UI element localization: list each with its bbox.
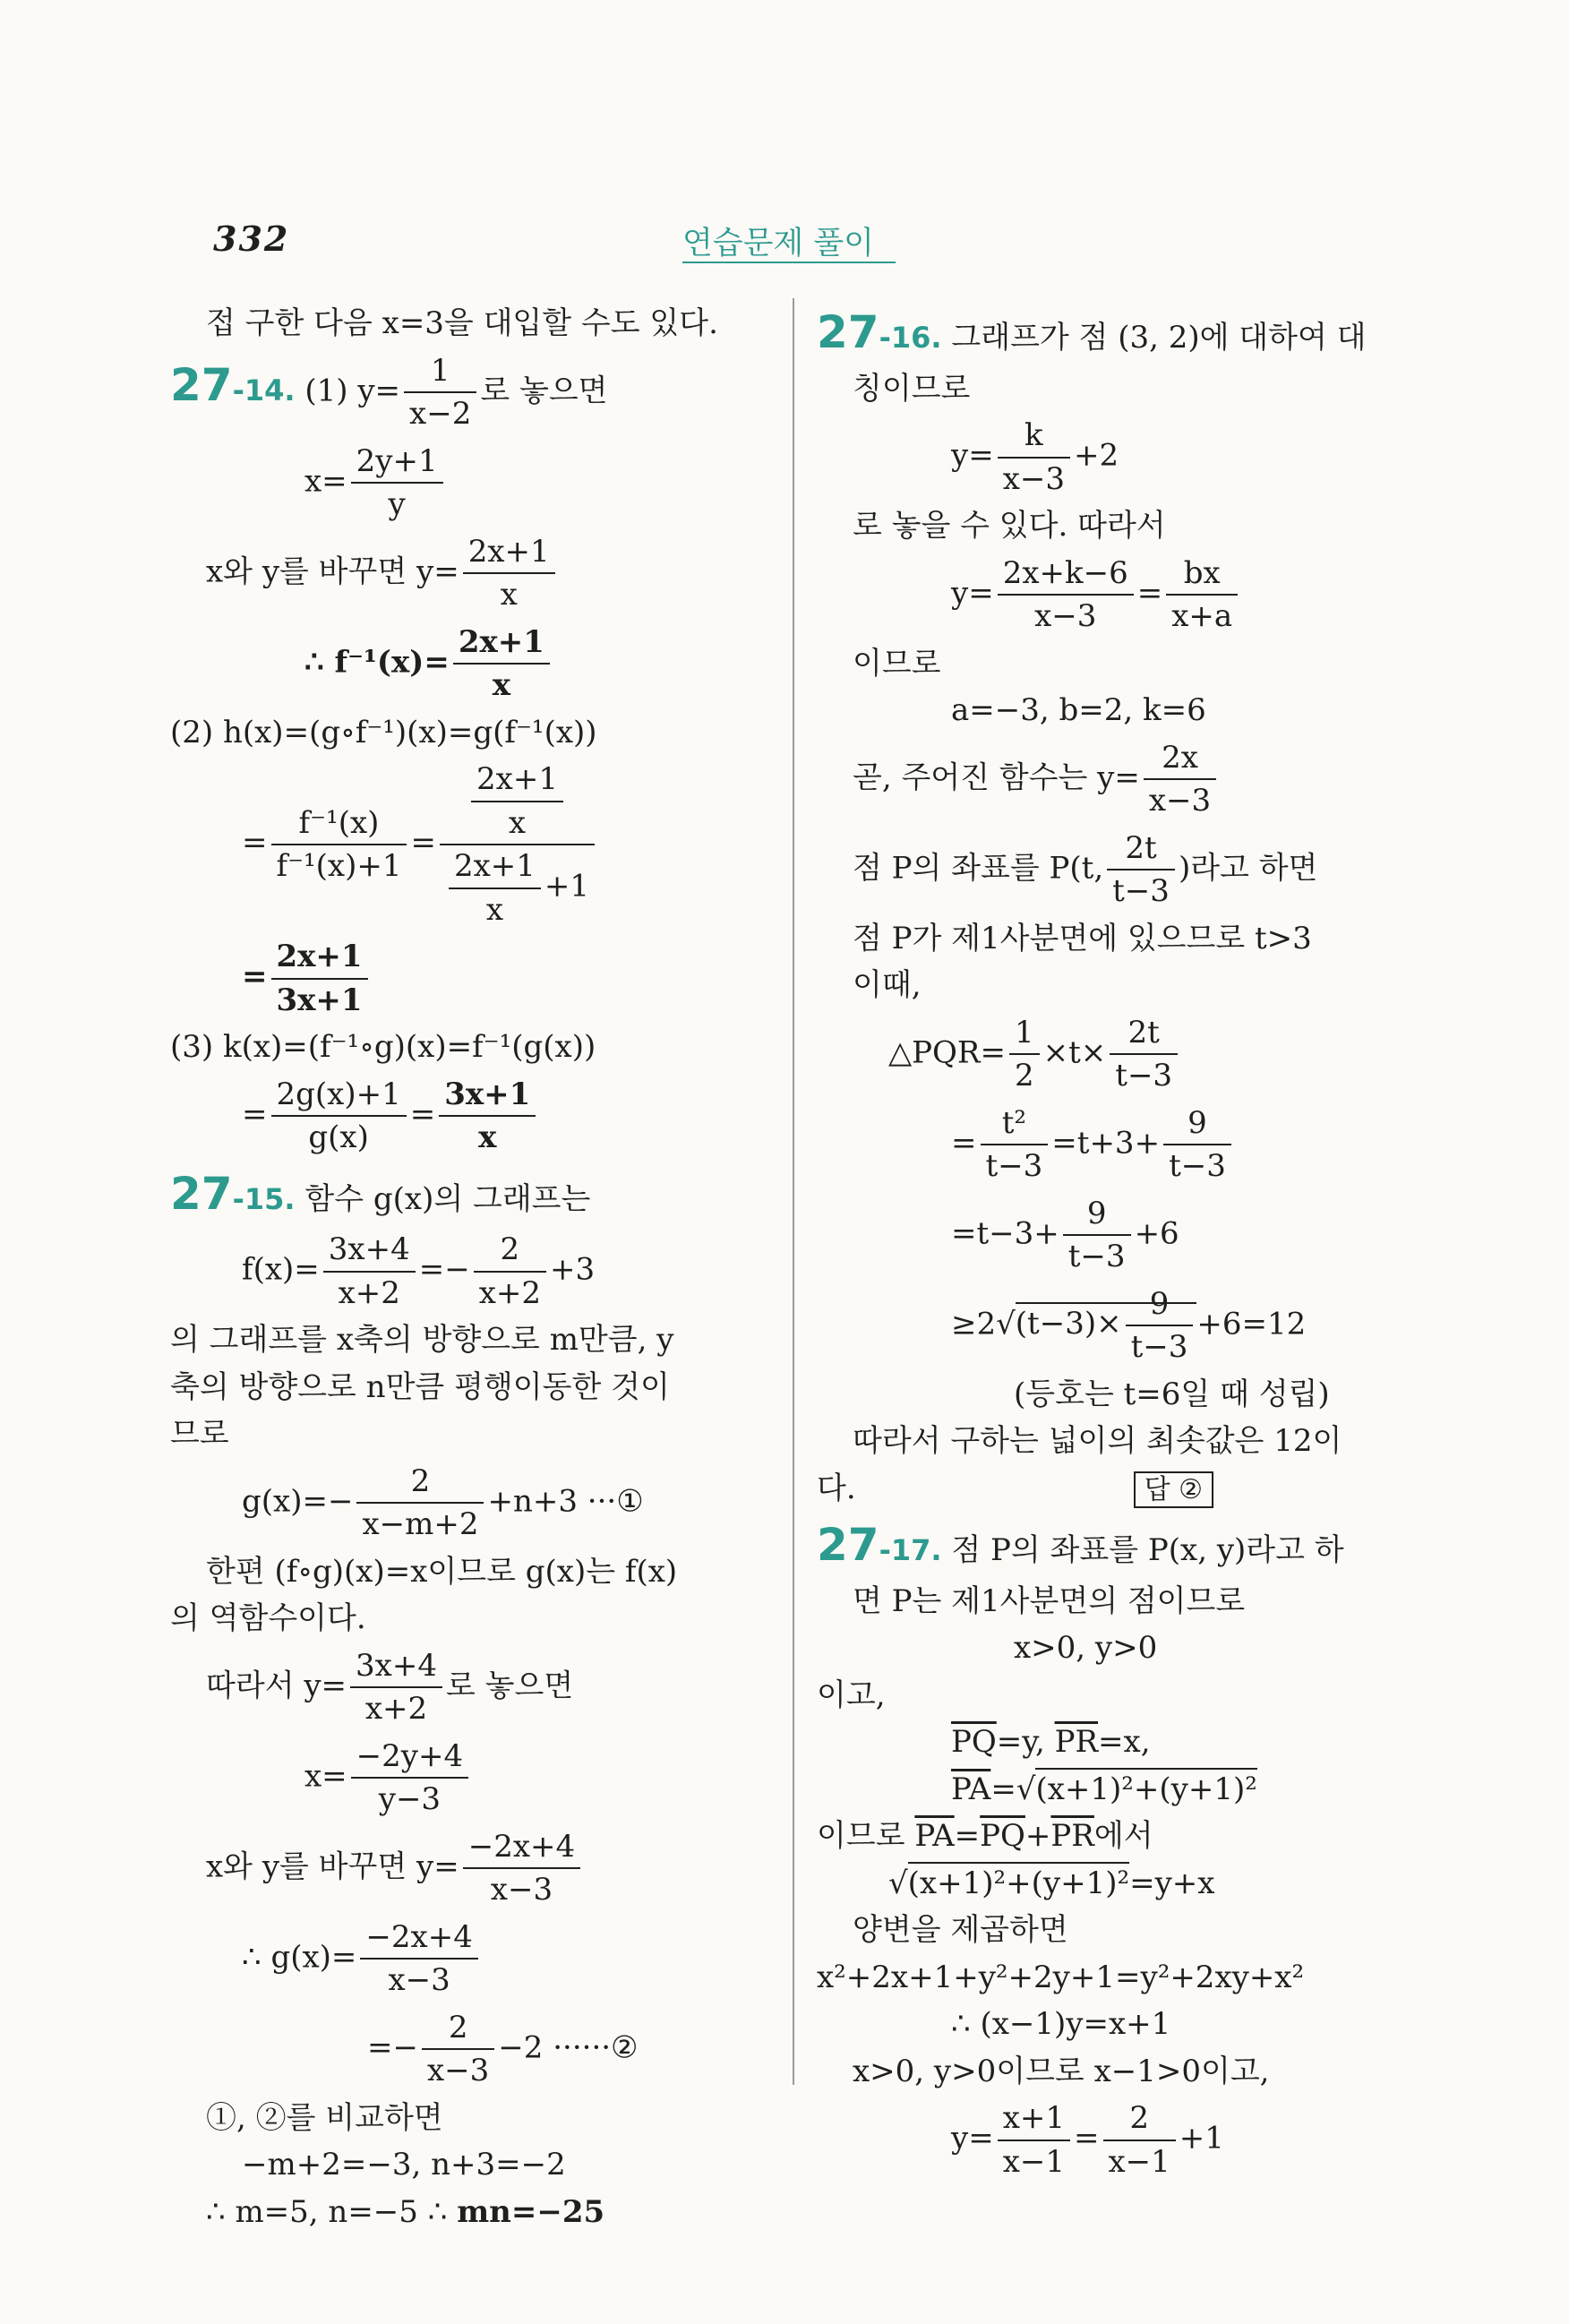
fraction: $\frac{2x+1}{x}$ xyxy=(463,533,555,614)
math-line: −m+2=−3, n+3=−2 xyxy=(242,2147,566,2183)
page-number: 332 xyxy=(213,219,290,259)
text-line: 한편 (f∘g)(x)=x이므로 g(x)는 f(x) xyxy=(206,1553,678,1590)
fraction: $\frac{bx}{x+a}$ xyxy=(1166,554,1238,636)
math-line: = $\frac{\text{f⁻¹(x)}}{\text{f⁻¹(x)+1}}$ = $\frac{2x+1}{x}$ $\frac{2x+1}{x}$ +1 xyxy=(170,760,788,929)
fraction: $\frac{-2y+4}{y-3}$ xyxy=(351,1737,468,1819)
fraction: $\frac{2x+k-6}{x-3}$ xyxy=(998,554,1134,636)
math-line: = $\frac{2x+1}{3x+1}$ xyxy=(170,938,788,1019)
right-column xyxy=(817,296,1435,2190)
fraction: $\frac{2g(x)+1}{g(x)}$ xyxy=(271,1076,407,1157)
math-line: = $\frac{2g(x)+1}{g(x)}$ = $\frac{3x+1}{x}$ xyxy=(170,1076,788,1157)
text-line: 양변을 제곱하면 xyxy=(853,1912,1068,1948)
fraction: $\frac{9}{t-3}$ xyxy=(1126,1285,1194,1367)
text-line: x>0, y>0이므로 x−1>0이고, xyxy=(853,2053,1270,2089)
fraction: $\frac{9}{t-3}$ xyxy=(1163,1104,1231,1186)
text-line: 이때, xyxy=(853,967,922,1003)
math-line: $\overline{PA}=√(x+1)^2+(y+1)^2$ xyxy=(817,1771,1435,1809)
text-line: ①, ②를 비교하면 xyxy=(206,2099,443,2136)
math-line: x와 y를 바꾸면 y= $\frac{2x+1}{x}$ xyxy=(170,533,788,614)
fraction: $\frac{\text{t²}}{t-3}$ xyxy=(981,1104,1049,1186)
fraction: $\frac{2}{x-1}$ xyxy=(1103,2099,1176,2181)
math-line: y= $\frac{x+1}{x-1}$ = $\frac{2}{x-1}$ +1 xyxy=(951,2100,1224,2180)
math-line: x와 y를 바꾸면 y= $\frac{-2x+4}{x-3}$ xyxy=(170,1828,788,1909)
math-line: 27-15. 함수 g(x)의 그래프는 xyxy=(170,1167,591,1220)
left-column xyxy=(170,296,788,2240)
fraction: $\frac{2}{x+2}$ xyxy=(474,1231,546,1312)
math-line: √(x+1)²+(y+1)²=y+x xyxy=(817,1865,1435,1903)
text-line: 로 놓을 수 있다. 따라서 xyxy=(853,508,1166,544)
problem-number: 27-17. xyxy=(817,1519,942,1571)
math-line: =− $\frac{2}{x-3}$ −2 ······② xyxy=(367,2009,639,2088)
math-line: y= $\frac{k}{x-3}$ +2 xyxy=(951,417,1119,497)
math-line: △PQR= $\frac{1}{2}$ ×t× $\frac{2t}{t-3}$ xyxy=(817,1014,1435,1095)
math-line: 곧, 주어진 함수는 y= $\frac{2x}{x-3}$ xyxy=(817,739,1435,820)
text-line: 따라서 구하는 넓이의 최솟값은 12이 xyxy=(853,1423,1342,1459)
text-line: 면 P는 제1사분면의 점이므로 xyxy=(853,1582,1246,1619)
text-line: 이고, xyxy=(817,1677,886,1713)
answer-badge: 답 ② xyxy=(1134,1471,1213,1509)
problem-number: 27-15. xyxy=(170,1167,296,1220)
math-line: 27-14. (1) y= $\frac{1}{x-2}$ 로 놓으면 xyxy=(170,352,608,432)
problem-number: 27-14. xyxy=(170,359,296,411)
text-line: (등호는 t=6일 때 성립) xyxy=(1014,1376,1330,1412)
text-line: 의 그래프를 x축의 방향으로 m만큼, y xyxy=(170,1322,674,1358)
math-line: (2) h(x)=(g∘f⁻¹)(x)=g(f⁻¹(x)) xyxy=(170,714,597,750)
math-line: ∴ f⁻¹(x)= $\frac{2x+1}{x}$ xyxy=(170,623,788,705)
text-line: 축의 방향으로 n만큼 평행이동한 것이 xyxy=(170,1368,670,1405)
text-line: 다. 답 ② xyxy=(817,1470,1435,1509)
math-line: 점 P의 좌표를 P(t, $\frac{2t}{t-3}$ )라고 하면 xyxy=(853,829,1318,909)
math-line: $\overline{PQ}=y$, $\overline{PR}=x$, xyxy=(951,1724,1151,1760)
fraction: $\frac{x+1}{x-1}$ xyxy=(998,2099,1070,2181)
fraction: $\frac{1}{2}$ xyxy=(1009,1014,1040,1095)
text-line: 접 구한 다음 x=3을 대입할 수도 있다. xyxy=(206,305,718,341)
text-line: 이므로 $\overline{PA}=\overline{PQ}+\overline{PR}$에서 xyxy=(817,1818,1153,1854)
fraction: $\frac{3x+4}{x+2}$ xyxy=(323,1231,416,1312)
math-line: =t−3+ $\frac{9}{t-3}$ +6 xyxy=(951,1195,1179,1274)
fraction: $\frac{2}{x-m+2}$ xyxy=(356,1462,484,1544)
math-line: x²+2x+1+y²+2y+1=y²+2xy+x² xyxy=(817,1959,1305,1995)
fraction: $\frac{3x+4}{x+2}$ xyxy=(350,1647,442,1728)
page-title: 연습문제 풀이 xyxy=(682,226,874,262)
math-line: 따라서 y= $\frac{3x+4}{x+2}$ 로 놓으면 xyxy=(206,1647,574,1727)
math-line: ∴ m=5, n=−5 ∴ mn=−25 xyxy=(206,2193,605,2230)
fraction: $\frac{2}{x-3}$ xyxy=(422,2009,494,2090)
fraction: $\frac{-2x+4}{x-3}$ xyxy=(360,1918,477,2000)
fraction: $\frac{2t}{t-3}$ xyxy=(1107,829,1175,911)
fraction: $\frac{1}{x-2}$ xyxy=(404,352,476,433)
fraction: $\frac{2t}{t-3}$ xyxy=(1110,1014,1178,1095)
math-line: g(x)=− $\frac{2}{x-m+2}$ +n+3 ···① xyxy=(242,1462,644,1542)
fraction: $\frac{-2x+4}{x-3}$ xyxy=(463,1828,580,1909)
fraction: $\frac{k}{x-3}$ xyxy=(998,416,1070,498)
math-line: a=−3, b=2, k=6 xyxy=(951,692,1206,728)
math-line: ∴ (x−1)y=x+1 xyxy=(951,2006,1171,2042)
fraction: $\frac{3x+1}{x}$ xyxy=(439,1076,536,1157)
fraction: $\frac{9}{t-3}$ xyxy=(1063,1195,1131,1276)
fraction: $\frac{2x+1}{3x+1}$ xyxy=(271,938,368,1019)
math-line: ≥2√(t−3)× $\frac{9}{t-3}$ +6=12 xyxy=(951,1285,1307,1365)
fraction: $\frac{2y+1}{y}$ xyxy=(351,442,443,524)
problem-number: 27-16. xyxy=(817,306,942,358)
text-line: 27-16. 그래프가 점 (3, 2)에 대하여 대 xyxy=(817,306,1367,358)
compound-fraction: $\frac{2x+1}{x}$ $\frac{2x+1}{x}$ +1 xyxy=(440,760,595,929)
math-line: (3) k(x)=(f⁻¹∘g)(x)=f⁻¹(g(x)) xyxy=(170,1029,596,1065)
text-line: 의 역함수이다. xyxy=(170,1600,366,1636)
math-line: f(x)= $\frac{3x+4}{x+2}$ =− $\frac{2}{x+2}$ +3 xyxy=(242,1231,596,1311)
math-line: = $\frac{\text{t²}}{t-3}$ =t+3+ $\frac{9}{t-3}$ xyxy=(817,1104,1435,1186)
math-line: x>0, y>0 xyxy=(1014,1630,1158,1666)
fraction: $\frac{2x+1}{x}$ xyxy=(453,623,550,705)
title-underline xyxy=(682,262,896,263)
text-line: 점 P가 제1사분면에 있으므로 t>3 xyxy=(853,920,1312,956)
text-line: 27-17. 점 P의 좌표를 P(x, y)라고 하 xyxy=(817,1519,1344,1571)
fraction: $\frac{\text{f⁻¹(x)}}{\text{f⁻¹(x)+1}}$ xyxy=(271,804,407,886)
math-line: x= $\frac{2y+1}{y}$ xyxy=(170,442,788,524)
math-line: ∴ g(x)= $\frac{-2x+4}{x-3}$ xyxy=(170,1918,788,2000)
text-line: 이므로 xyxy=(853,645,941,682)
fraction: $\frac{2x}{x-3}$ xyxy=(1144,739,1216,820)
final-answer: mn=−25 xyxy=(457,2193,605,2230)
math-line: x= $\frac{-2y+4}{y-3}$ xyxy=(170,1737,788,1819)
text-line: 므로 xyxy=(170,1416,229,1452)
column-divider xyxy=(793,298,794,2085)
text-line: 칭이므로 xyxy=(853,370,971,407)
math-line: y= $\frac{2x+k-6}{x-3}$ = $\frac{bx}{x+a}$ xyxy=(817,554,1435,636)
sqrt-radicand: (t−3)× $\frac{9}{t-3}$ xyxy=(1016,1302,1197,1342)
